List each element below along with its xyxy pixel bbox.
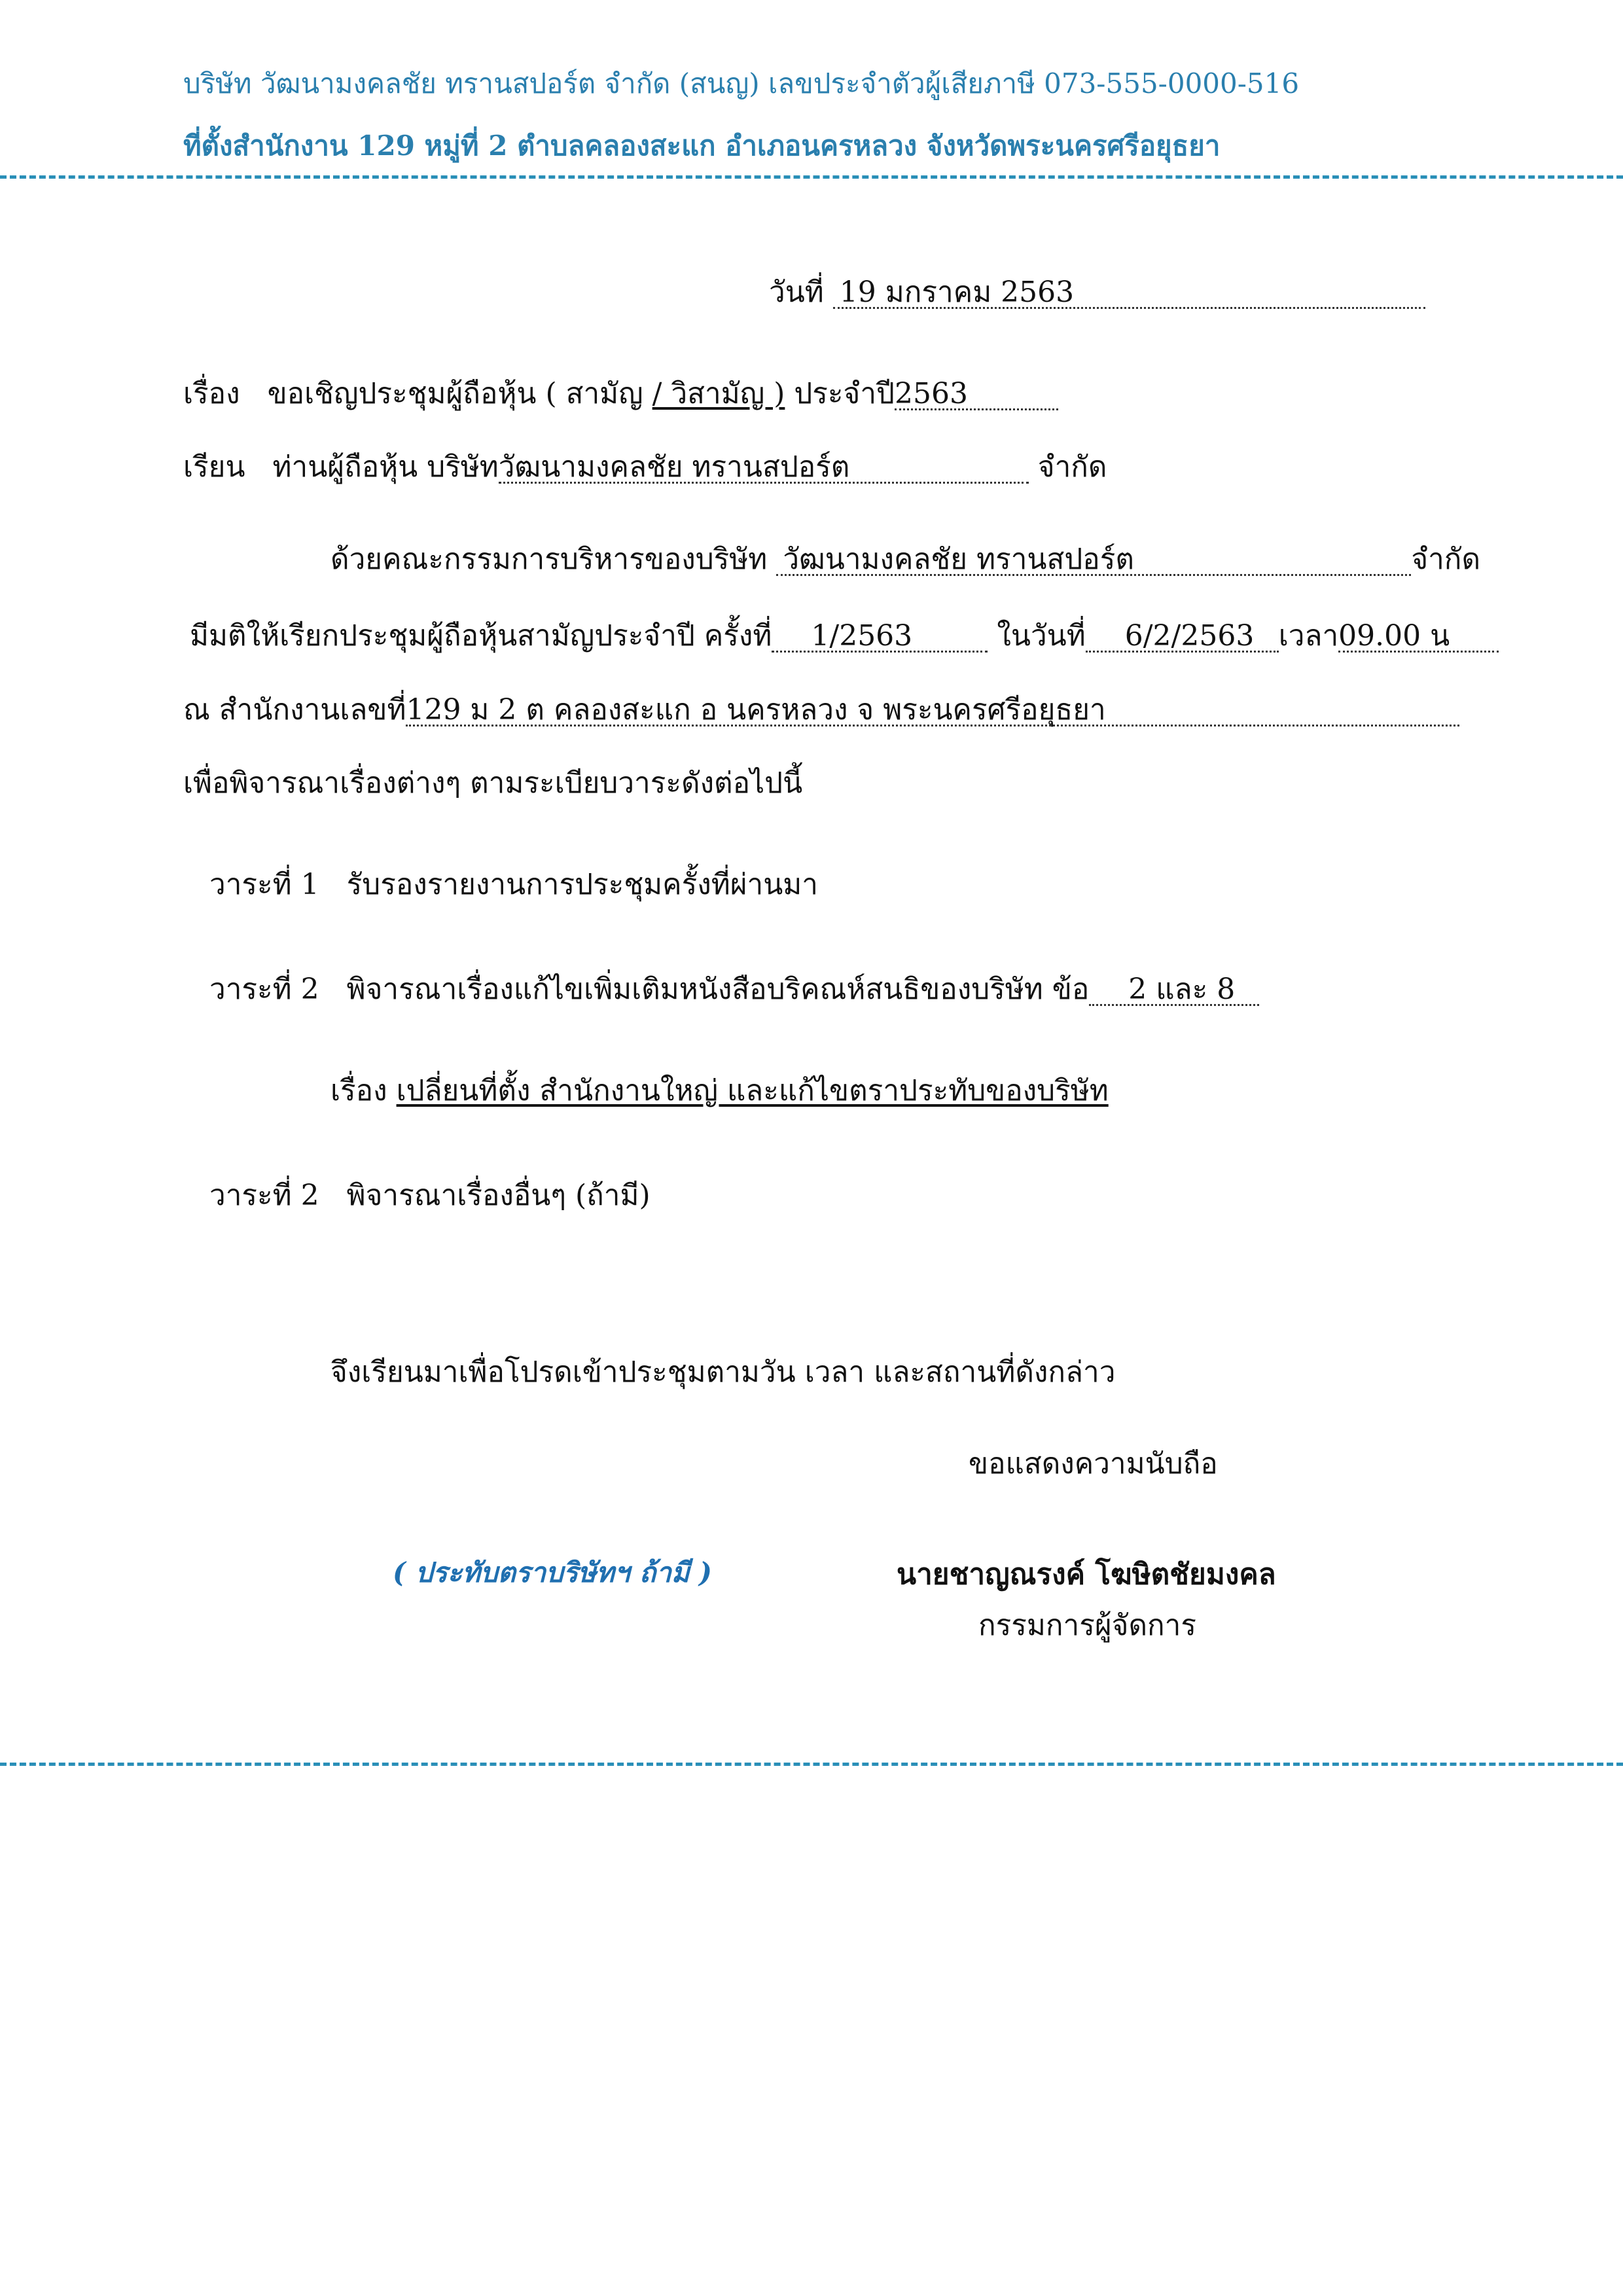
footer-divider (0, 1763, 1623, 1766)
subject-text-before: ขอเชิญประชุมผู้ถือหุ้น ( สามัญ (267, 377, 652, 410)
company-seal-note: ( ประทับตราบริษัทฯ ถ้ามี ) (393, 1556, 713, 1588)
subject-text-after: ประจำปี (785, 377, 895, 410)
agenda-item-3-label: วาระที่ 2 (209, 1179, 319, 1212)
agenda-item-1-label: วาระที่ 1 (209, 868, 319, 901)
closing-regards: ขอแสดงความนับถือ (969, 1447, 1218, 1480)
venue-label: ณ สำนักงานเลขที่ (183, 693, 406, 726)
agenda-item-1-text: รับรองรายงานการประชุมครั้งที่ผ่านมา (346, 868, 819, 901)
meeting-date-field: 6/2/2563 (1086, 622, 1279, 653)
para1-suffix: จำกัด (1411, 543, 1481, 576)
agenda-item-2-topic-label: เรื่อง (330, 1074, 387, 1107)
subject-selected-option: / วิสามัญ ) (652, 377, 785, 410)
meeting-no-field: 1/2563 (772, 622, 988, 653)
company-header-line1: บริษัท วัฒนามงคลชัย ทรานสปอร์ต จำกัด (สนญ) เลขประจำตัวผู้เสียภาษี 073-555-0000-516 (183, 67, 1300, 99)
meeting-time-field: 09.00 น (1338, 622, 1499, 653)
company-header-line2: ที่ตั้งสำนักงาน 129 หมู่ที่ 2 ตำบลคลองสะแก อำเภอนครหลวง จังหวัดพระนครศรีอยุธยา (183, 130, 1221, 162)
signer-title: กรรมการผู้จัดการ (978, 1609, 1197, 1642)
on-date-label: ในวันที่ (997, 619, 1086, 653)
header-divider (0, 175, 1623, 179)
agenda-item-2 (209, 975, 1259, 1006)
agenda-item-2-label: วาระที่ 2 (209, 973, 319, 1006)
agenda-item-3 (209, 1181, 651, 1210)
addressee-text: ท่านผู้ถือหุ้น บริษัท (272, 450, 499, 484)
agenda-item-2-topic-text: เปลี่ยนที่ตั้ง สำนักงานใหญ่ และแก้ไขตราประทับของบริษัท (396, 1074, 1109, 1107)
closing-invite: จึงเรียนมาเพื่อโปรดเข้าประชุมตามวัน เวลา และสถานที่ดังกล่าว (330, 1355, 1116, 1389)
venue-field: 129 ม 2 ต คลองสะแก อ นครหลวง จ พระนครศรีอยุธยา (406, 696, 1459, 726)
agenda-intro: เพื่อพิจารณาเรื่องต่างๆ ตามระเบียบวาระดังต่อไปนี้ (183, 766, 803, 800)
agenda-item-3-text: พิจารณาเรื่องอื่นๆ (ถ้ามี) (346, 1179, 651, 1212)
addressee-suffix: จำกัด (1037, 450, 1107, 484)
resolution-line (190, 619, 1499, 653)
time-label: เวลา (1278, 619, 1339, 653)
subject-line (183, 377, 1058, 410)
agenda-item-1 (209, 870, 818, 899)
resolution-label: มีมติให้เรียกประชุมผู้ถือหุ้นสามัญประจำปี ครั้งที่ (190, 619, 772, 653)
agenda-item-2-clauses-field: 2 และ 8 (1089, 975, 1259, 1006)
subject-year-field: 2563 (895, 380, 1058, 410)
signer-name: นายชาญณรงค์ โฆษิตชัยมงคล (897, 1558, 1276, 1591)
date-field: 19 มกราคม 2563 (833, 278, 1425, 309)
body-para1-line (330, 545, 1480, 576)
addressee-line (183, 450, 1107, 484)
addressee-company-field: วัฒนามงคลชัย ทรานสปอร์ต (499, 453, 1029, 484)
agenda-item-2-text: พิจารณาเรื่องแก้ไขเพิ่มเติมหนังสือบริคณห์สนธิของบริษัท ข้อ (346, 973, 1090, 1006)
para1-company-field: วัฒนามงคลชัย ทรานสปอร์ต (776, 545, 1411, 576)
para1-prefix: ด้วยคณะกรรมการบริหารของบริษัท (330, 543, 768, 576)
date-label: วันที่ (769, 276, 824, 309)
venue-line (183, 693, 1459, 726)
addressee-label: เรียน (183, 450, 245, 484)
date-line (769, 278, 1425, 309)
agenda-item-2-topic (330, 1074, 1109, 1107)
subject-label: เรื่อง (183, 377, 240, 410)
